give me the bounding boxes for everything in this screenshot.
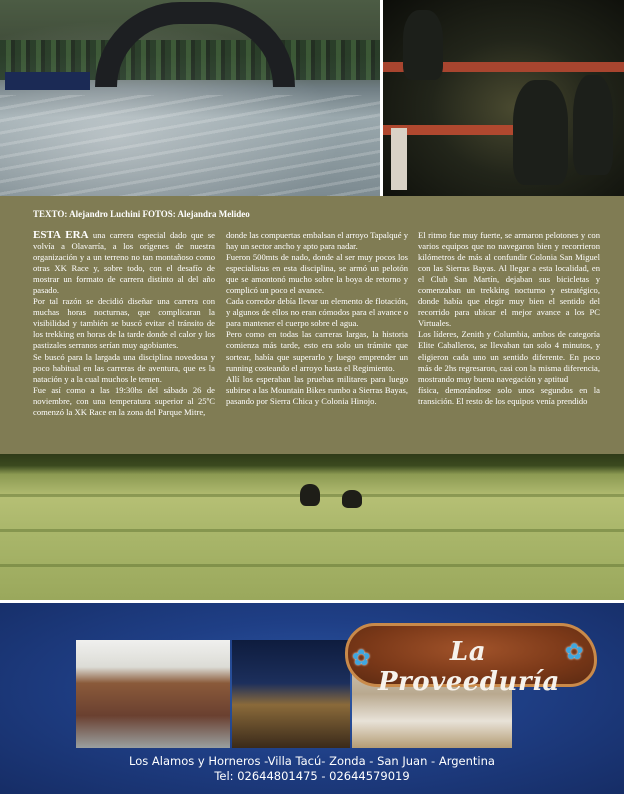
night-runners-photo bbox=[383, 0, 624, 196]
competitor-figure bbox=[342, 490, 362, 508]
ad-phone: Tel: 02644801475 - 02644579019 bbox=[214, 769, 410, 783]
article-paragraph: Cada corredor debía llevar un elemento de flotación, y algunos de ellos no eran cómodos para el avance o para mantener el cuerpo sobre el agua. bbox=[226, 296, 408, 329]
article-column-1 bbox=[33, 230, 215, 418]
article-column-2 bbox=[226, 230, 408, 407]
article-paragraph: Por tal razón se decidió diseñar una carrera con muchas horas nocturnas, que complicaran la visibilidad y también se buscó evitar el tránsito de los trekking en horas de la tarde donde el calor y los pastizales serranos serían muy agobiantes. bbox=[33, 296, 215, 351]
ad-photo-night-terrace bbox=[232, 640, 350, 748]
field-photo bbox=[0, 454, 624, 600]
article-paragraph: El ritmo fue muy fuerte, se armaron pelotones y con varios equipos que no navegaron bien y recorrieron kilómetros de más al confundir Colonia San Miguel con las Sierras Bayas. Al llegar a esta localidad, en el Club San Martín, dejaban sus bicicletas y comenzaban un trekking nocturno y estratégico, donde había que elegir muy bien el sentido del recorrido para ubicar el mejor avance a los PC Virtuales. bbox=[418, 230, 600, 329]
flower-icon: ✿ bbox=[352, 645, 371, 670]
runner-figure bbox=[573, 75, 613, 175]
article-paragraph: Los líderes, Zenith y Columbia, ambos de categoría Elite Caballeros, se llevaban tan solo 4 minutos, y eligieron cada uno un sentido diferente. En poco más de 2hs regresaron, casi con la misma diferencia, mostrando muy buena navegación y aptitud bbox=[418, 329, 600, 384]
article-paragraph: Se buscó para la largada una disciplina novedosa y poco habitual en las carreras de aventura, que es la natación y a la cual muchos le temen. bbox=[33, 351, 215, 384]
ad-photo-exterior bbox=[76, 640, 230, 748]
brand-name: La Proveeduría bbox=[378, 637, 560, 697]
lead-in: ESTA ERA bbox=[33, 229, 89, 241]
sponsor-banner bbox=[5, 72, 90, 90]
article-column-3 bbox=[418, 230, 600, 407]
competitor-figure bbox=[300, 484, 320, 506]
proveeduria-advertisement bbox=[0, 603, 624, 794]
article-paragraph: Pero como en todas las carreras largas, la historia comienza más tarde, esto era solo un trámite que sortear, había que superarlo y luego emprender un running costeando el arroyo hasta el Regimiento. bbox=[226, 329, 408, 373]
article-paragraph: Allí los esperaban las pruebas militares para luego subirse a las Mountain Bikes rumbo a Sierras Bayas, pasando por Sierra Chica y Colonia Hinojo. bbox=[226, 373, 408, 406]
bridge-post bbox=[391, 128, 407, 190]
ad-address: Los Alamos y Horneros -Villa Tacú- Zonda - San Juan - Argentina bbox=[129, 754, 495, 768]
article-credits: TEXTO: Alejandro Luchini FOTOS: Alejandra Melideo bbox=[33, 209, 250, 219]
article-paragraph: Fue así como a las 19:30hs del sábado 26 de noviembre, con una temperatura superior al 25ºC comenzó la XK Race en la zona del Parque Mitre, bbox=[33, 384, 215, 417]
article-paragraph: donde las compuertas embalsan el arroyo Tapalqué y hay un sector ancho y apto para nadar. bbox=[226, 230, 408, 252]
water-surface bbox=[0, 95, 380, 196]
article-paragraph: física, demorándose solo unos segundos en la transición. El resto de los equipos venía prendido bbox=[418, 384, 600, 406]
runner-figure bbox=[513, 80, 568, 185]
runner-figure bbox=[403, 10, 443, 80]
flower-icon: ✿ bbox=[565, 639, 584, 664]
article-paragraph: Fueron 500mts de nado, donde al ser muy pocos los especialistas en esta disciplina, se armó un pelotón que se amontonó mucho sobre la boya de retorno y complicó un poco el avance. bbox=[226, 252, 408, 296]
inflatable-arch bbox=[95, 2, 295, 87]
article-paragraph: ESTA ERA una carrera especial dado que se volvía a Olavarría, a los orígenes de nuestra organización y a un terreno no tan montañoso como otras XK Race y, sobre todo, con el desafío de mostrar un formato de carrera distinto al del año pasado. bbox=[33, 229, 215, 296]
swim-start-photo bbox=[0, 0, 380, 196]
